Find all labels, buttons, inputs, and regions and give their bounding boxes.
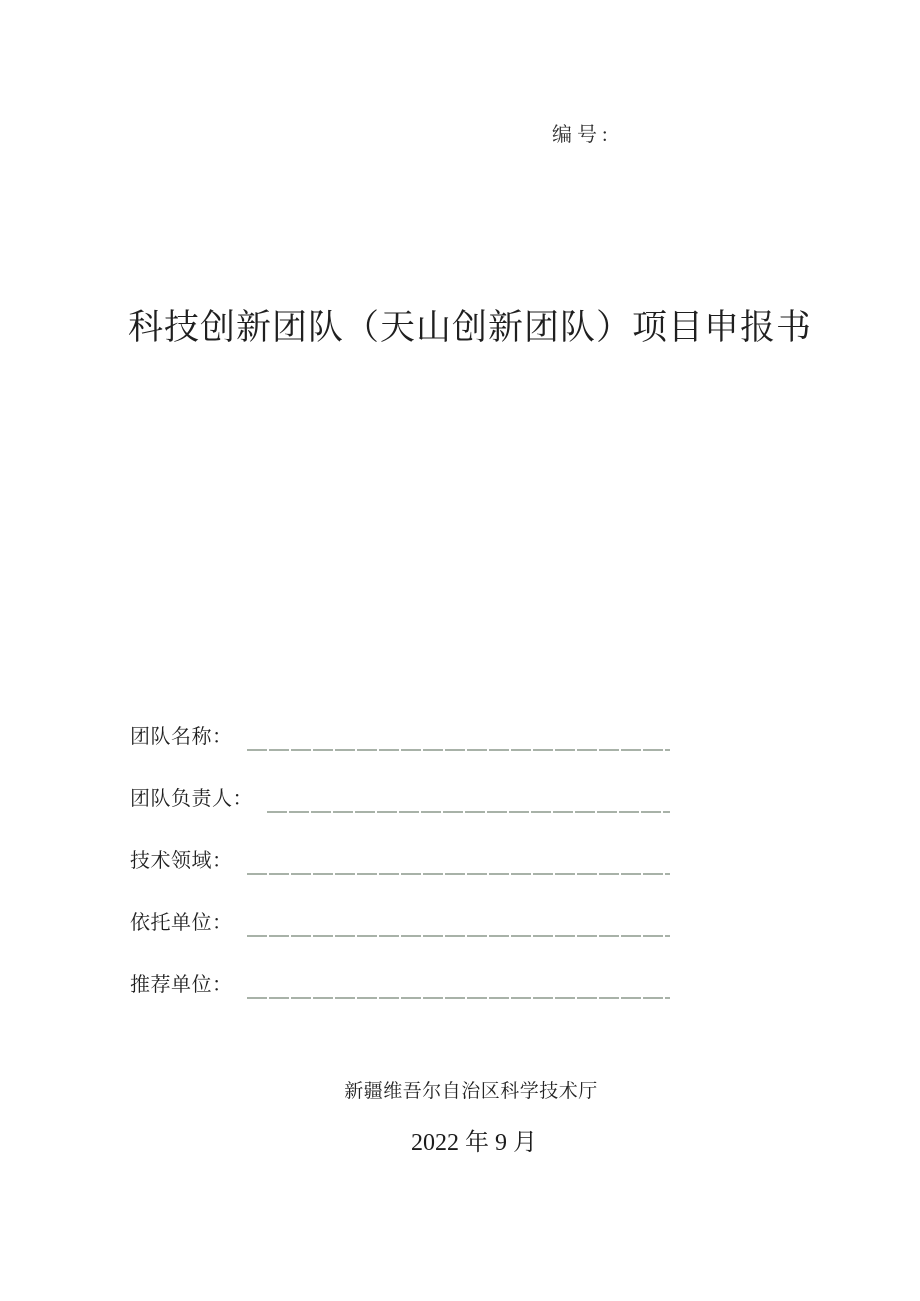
cover-fields bbox=[130, 722, 670, 1000]
issuing-organization: 新疆维吾尔自治区科学技术厅 bbox=[344, 1081, 598, 1102]
document-title: 科技创新团队（天山创新团队）项目申报书 bbox=[127, 308, 812, 347]
document-code-label: 编号: bbox=[552, 124, 613, 146]
team-leader-fill-line bbox=[267, 784, 670, 814]
field-row-team-leader bbox=[130, 784, 670, 814]
field-row-team-name bbox=[130, 722, 670, 752]
document-date: 2022 年 9 月 bbox=[411, 1130, 537, 1156]
technical-field-label: 技术领域： bbox=[130, 850, 233, 872]
field-row-technical-field bbox=[130, 846, 670, 876]
team-name-label: 团队名称： bbox=[130, 726, 233, 748]
recommending-unit-fill-line bbox=[247, 970, 671, 1000]
team-leader-label: 团队负责人： bbox=[130, 788, 253, 810]
field-row-supporting-unit bbox=[130, 908, 670, 938]
technical-field-fill-line bbox=[247, 846, 671, 876]
recommending-unit-label: 推荐单位： bbox=[130, 974, 233, 996]
field-row-recommending-unit bbox=[130, 970, 670, 1000]
supporting-unit-label: 依托单位： bbox=[130, 912, 233, 934]
team-name-fill-line bbox=[247, 722, 671, 752]
supporting-unit-fill-line bbox=[247, 908, 671, 938]
